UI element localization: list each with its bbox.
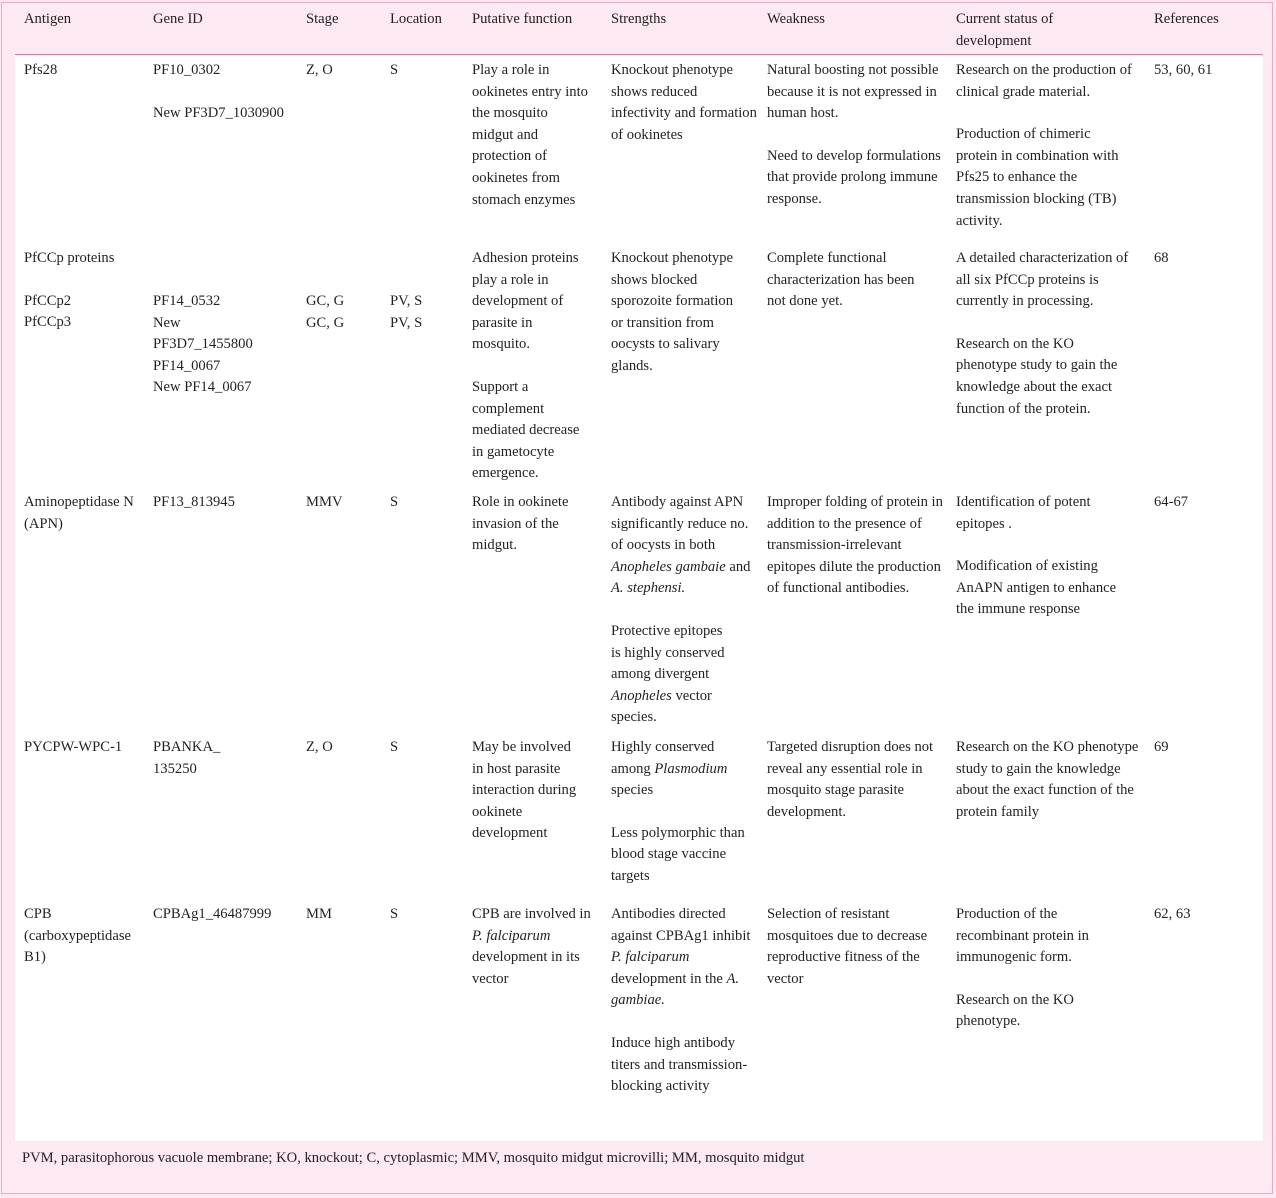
cell-strengths: Antibodies directed against CPBAg1 inhibit P. falciparum development in the A. gambiae. Induce high antibody titers and transmission-blocking activity [611, 906, 751, 1095]
column-header-location: Location [390, 11, 442, 27]
column-header-references: References [1154, 11, 1219, 27]
cell-gene-id: CPBAg1_46487999 [153, 906, 272, 922]
cell-current-status: A detailed characterization of all six PfCCp proteins is currently in processing. Research on the KO phenotype study to gain the knowledge about the exact function of the protein. [956, 250, 1129, 417]
column-header-weakness: Weakness [767, 11, 825, 27]
cell-weakness: Natural boosting not possible because it is not expressed in human host. Need to develop formulations that provide prolong immune response. [767, 62, 941, 207]
cell-strengths: Knockout phenotype shows blocked sporozoite formation or transition from oocysts to salivary glands. [611, 250, 733, 374]
cell-location: S [390, 906, 399, 922]
cell-stage: Z, O [306, 739, 333, 755]
cell-antigen: PfCCp proteins PfCCp2 PfCCp3 [24, 250, 115, 331]
cell-antigen: Pfs28 [24, 62, 58, 78]
table-body [15, 55, 1263, 1141]
cell-antigen: Aminopeptidase N (APN) [24, 494, 134, 532]
column-header-putative-function: Putative function [472, 11, 573, 27]
table-footnote: PVM, parasitophorous vacuole membrane; KO, knockout; C, cytoplasmic; MMV, mosquito midgut microvilli; MM, mosquito midgut [22, 1150, 805, 1166]
cell-antigen: PYCPW-WPC-1 [24, 739, 123, 755]
cell-weakness: Targeted disruption does not reveal any essential role in mosquito stage parasite development. [767, 739, 934, 820]
cell-putative-function: Role in ookinete invasion of the midgut. [472, 494, 569, 554]
cell-current-status: Identification of potent epitopes . Modification of existing AnAPN antigen to enhance the immune response [956, 494, 1117, 618]
column-header-strengths: Strengths [611, 11, 667, 27]
cell-references: 53, 60, 61 [1154, 62, 1213, 78]
cell-references: 62, 63 [1154, 906, 1191, 922]
cell-strengths: Antibody against APN significantly reduce no. of oocysts in both Anopheles gambaie and A. stephensi. Protective epitopes is highly conserved among divergent Anopheles vector species. [611, 494, 751, 726]
cell-stage: MM [306, 906, 332, 922]
cell-strengths: Highly conserved among Plasmodium species Less polymorphic than blood stage vaccine targets [611, 739, 745, 884]
cell-gene-id: PBANKA_ 135250 [153, 739, 221, 777]
table-panel [15, 3, 1263, 1141]
cell-gene-id: PF13_813945 [153, 494, 235, 510]
cell-stage: GC, G GC, G [306, 293, 345, 331]
column-header-stage: Stage [306, 11, 339, 27]
cell-putative-function: Adhesion proteins play a role in development of parasite in mosquito. Support a complement mediated decrease in gametocyte emergence. [472, 250, 580, 482]
cell-putative-function: Play a role in ookinetes entry into the mosquito midgut and protection of ookinetes from stomach enzymes [472, 62, 588, 208]
cell-antigen: CPB (carboxypeptidase B1) [24, 906, 131, 966]
cell-gene-id: PF10_0302 New PF3D7_1030900 [153, 62, 284, 121]
table-frame [1, 2, 1273, 1194]
column-header-antigen: Antigen [24, 11, 72, 27]
cell-location: S [390, 739, 399, 755]
column-header-gene-id: Gene ID [153, 11, 203, 27]
cell-location: S [390, 62, 399, 78]
cell-weakness: Selection of resistant mosquitoes due to decrease reproductive fitness of the vector [767, 906, 928, 987]
cell-weakness: Improper folding of protein in addition to the presence of transmission-irrelevant epitopes dilute the production of functional antibodies. [767, 494, 943, 597]
cell-stage: Z, O [306, 62, 333, 78]
cell-current-status: Research on the KO phenotype study to gain the knowledge about the exact function of the protein family [956, 739, 1139, 820]
cell-stage: MMV [306, 494, 343, 510]
cell-location: S [390, 494, 399, 510]
cell-references: 69 [1154, 739, 1169, 755]
table-header [15, 3, 1263, 55]
cell-weakness: Complete functional characterization has been not done yet. [767, 250, 915, 310]
cell-putative-function: CPB are involved in P. falciparum development in its vector [472, 906, 591, 987]
cell-current-status: Production of the recombinant protein in immunogenic form. Research on the KO phenotype. [956, 906, 1089, 1030]
cell-references: 64-67 [1154, 494, 1189, 510]
cell-current-status: Research on the production of clinical grade material. Production of chimeric protein in combination with Pfs25 to enhance the transmission blocking (TB) activity. [956, 62, 1132, 229]
cell-gene-id: PF14_0532 New PF3D7_1455800 PF14_0067 New PF14_0067 [153, 293, 253, 396]
cell-strengths: Knockout phenotype shows reduced infectivity and formation of ookinetes [611, 62, 757, 143]
cell-location: PV, S PV, S [390, 293, 423, 331]
column-header-current-status: Current status of development [956, 11, 1054, 49]
cell-putative-function: May be involved in host parasite interaction during ookinete development [472, 739, 577, 842]
cell-references: 68 [1154, 250, 1169, 266]
